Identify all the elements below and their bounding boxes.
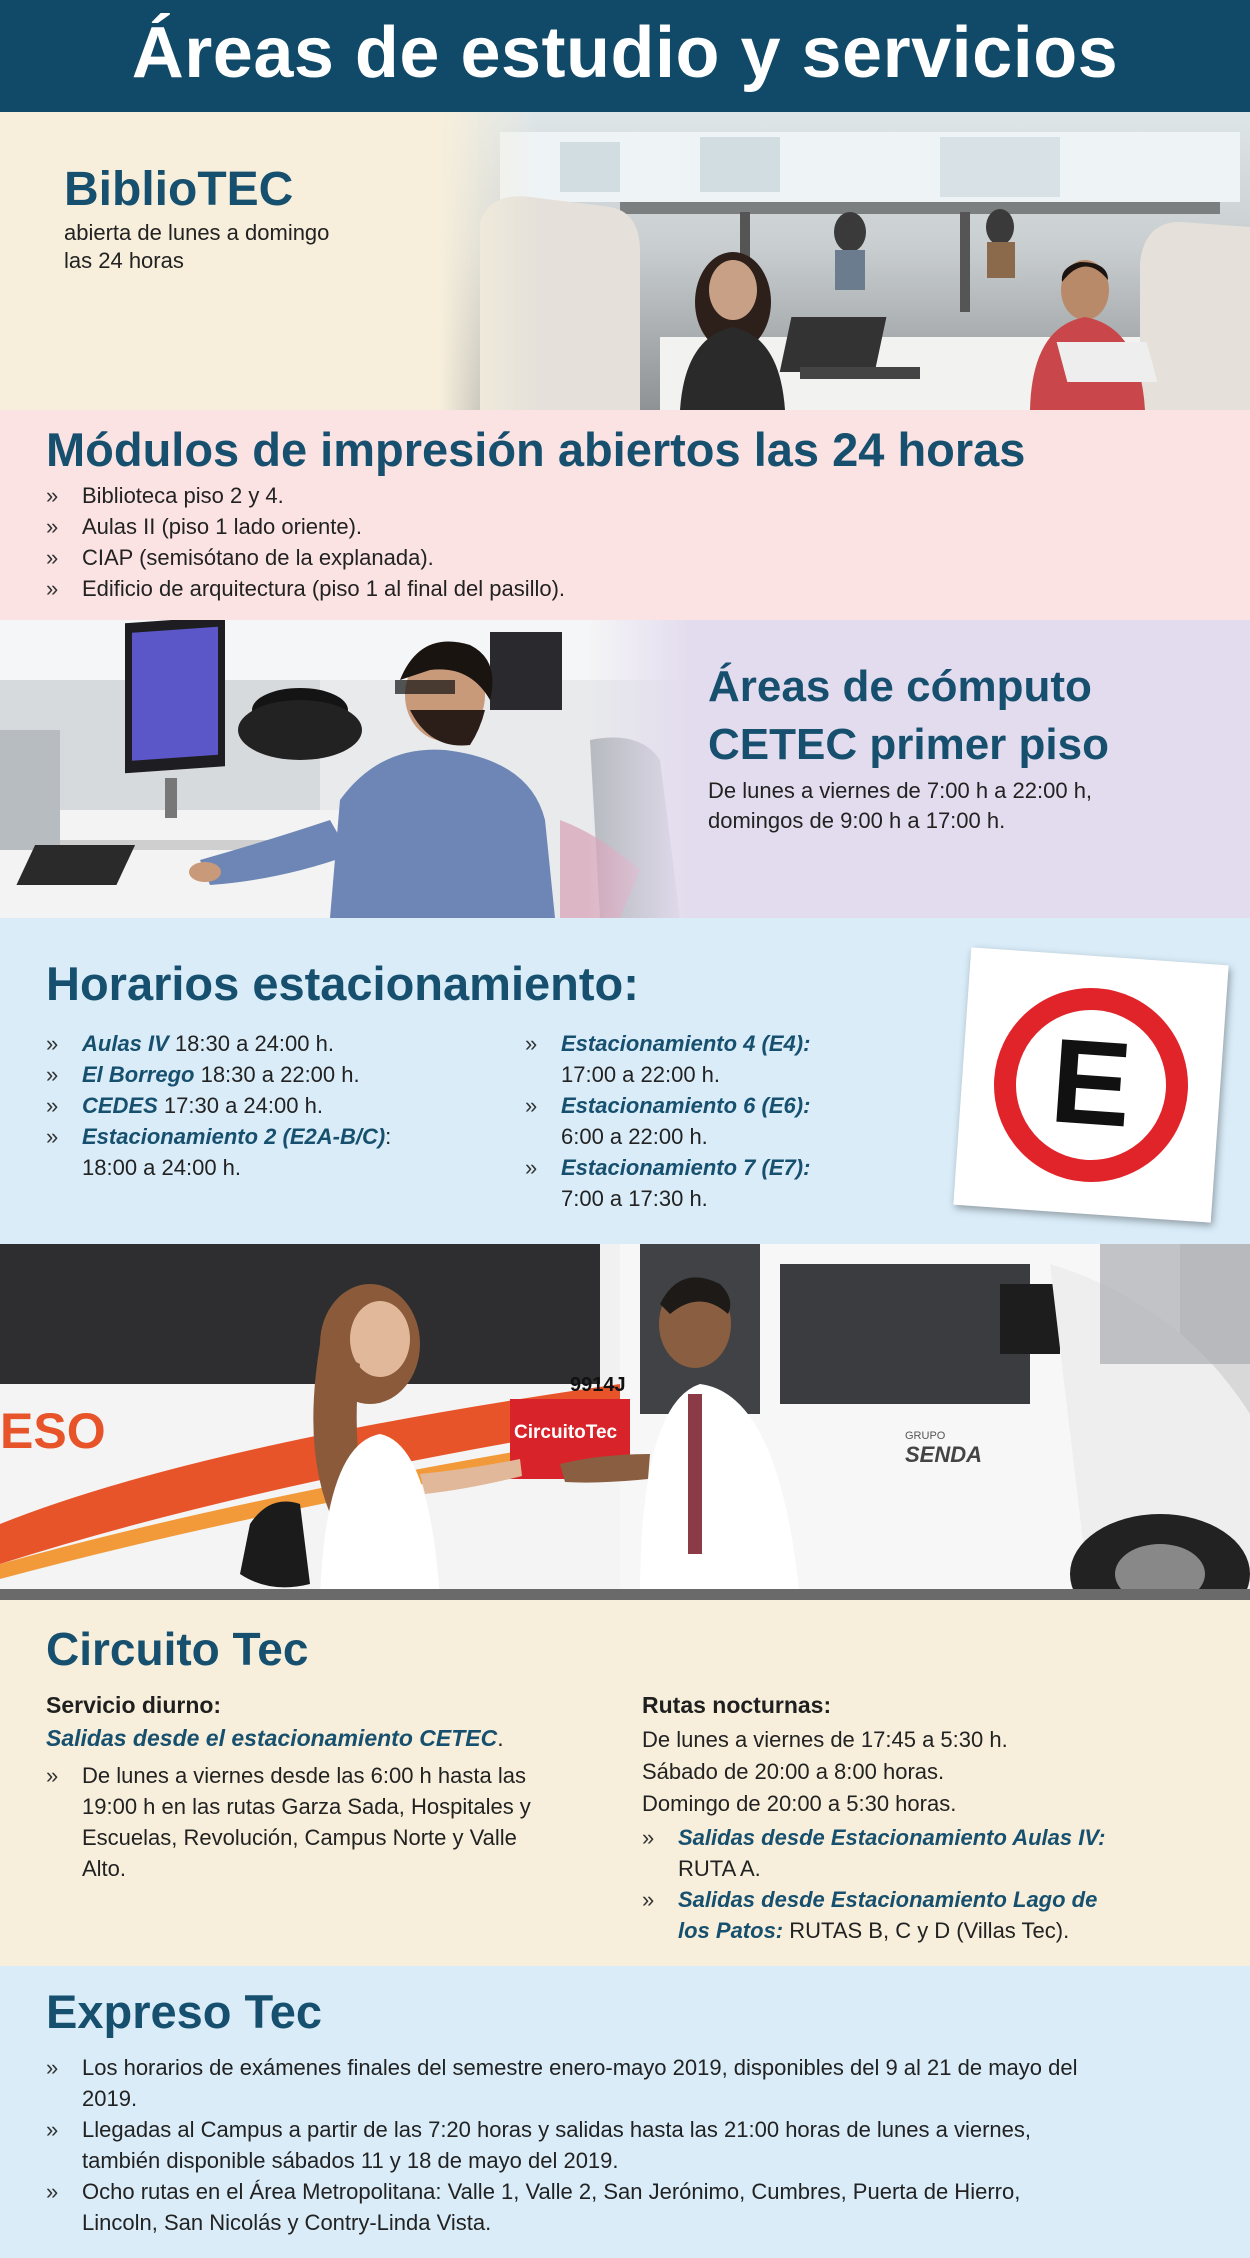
expreso-line: 2019. [82,2086,138,2111]
list-item [46,2052,1226,2114]
expreso-line: también disponible sábados 11 y 18 de mayo del 2019. [82,2148,619,2173]
night-routes-line: Sábado de 20:00 a 8:00 horas. [642,1759,945,1784]
list-item [525,1152,905,1214]
list-item [46,1059,516,1090]
list-item [46,2176,1226,2238]
day-service-line: Escuelas, Revolución, Campus Norte y Valle [82,1825,517,1850]
expreso-line: » Llegadas al Campus a partir de las 7:20 horas y salidas hasta las 21:00 horas de lunes a viernes, [82,2117,1032,2142]
list-item [525,1090,905,1152]
list-item [46,1121,516,1183]
list-item [46,1028,516,1059]
bibliotec-title: BiblioTEC [64,163,294,216]
computer-student-photo [0,620,690,918]
circuito-tec-section [0,1600,1250,1966]
parking-list-right [525,1028,905,1214]
circuitotec-card-text: CircuitoTec [514,1422,618,1443]
print-modules-list [46,480,565,604]
expreso-line: » Ocho rutas en el Área Metropolitana: Valle 1, Valle 2, San Jerónimo, Cumbres, Puerta de Hierro, [82,2179,1021,2204]
night-routes-line: De lunes a viernes de 17:45 a 5:30 h. [642,1727,1008,1752]
day-service-line: » De lunes a viernes desde las 6:00 h hasta las [82,1763,526,1788]
print-modules-section [0,410,1250,620]
night-routes-hours [642,1724,1008,1820]
computer-area-title-line-2: CETEC primer piso [708,720,1109,769]
parking-name: Aulas IV [82,1031,169,1056]
parking-colon: : [385,1124,392,1149]
van-number: 9914J [570,1374,626,1396]
list-item: » Biblioteca piso 2 y 4. [46,480,565,511]
night-route-departure-end: los Patos: [678,1918,784,1943]
expreso-tec-title: Expreso Tec [46,1985,323,2038]
parking-name: Estacionamiento 2 (E2A-B/C) [82,1124,386,1149]
circuito-bus-photo [0,1244,1250,1600]
bibliotec-line-2: las 24 horas [64,248,184,273]
parking-name: Estacionamiento 4 (E4): [561,1031,811,1056]
parking-name: Estacionamiento 7 (E7): [561,1155,811,1180]
list-item: » Aulas II (piso 1 lado oriente). [46,511,565,542]
bibliotec-line-1: abierta de lunes a domingo [64,220,330,245]
page-title: Áreas de estudio y servicios [131,13,1119,93]
bus-scene-illustration [0,1244,1250,1600]
computer-area-hours-line-1: De lunes a viernes de 7:00 h a 22:00 h, [708,778,1093,803]
bibliotec-section [0,112,1250,410]
night-route-routes-line [678,1915,1242,1946]
list-item [46,1760,606,1884]
parking-name: CEDES [82,1093,158,1118]
day-service-line: Alto. [82,1856,127,1881]
day-service-list [46,1760,606,1884]
parking-hours: 18:00 a 24:00 h. [82,1155,242,1180]
list-item [642,1822,1242,1884]
parking-sign [953,947,1228,1222]
list-item: » Edificio de arquitectura (piso 1 al final del pasillo). [46,573,565,604]
computer-area-section [0,620,1250,918]
parking-list-left [46,1028,516,1183]
expreso-line: Lincoln, San Nicolás y Contry-Linda Vista. [82,2210,492,2235]
list-item [525,1028,905,1090]
night-route-routes: RUTA A. [678,1856,761,1881]
list-item [642,1884,1242,1946]
library-students-photo [440,112,1250,410]
night-route-departure: » Salidas desde Estacionamiento Lago de [678,1887,1098,1912]
print-modules-title: Módulos de impresión abiertos las 24 horas [46,423,1026,476]
list-item [46,2114,1226,2176]
night-routes-list [642,1822,1242,1946]
day-service-departures-end: . [497,1725,504,1751]
day-service-departures-text: Salidas desde el estacionamiento CETEC [46,1725,498,1751]
parking-hours: 17:30 a 24:00 h. [157,1093,323,1118]
list-item [46,1090,516,1121]
circuito-tec-title: Circuito Tec [46,1623,309,1675]
expreso-tec-list [46,2052,1226,2238]
computer-area-hours-line-2: domingos de 9:00 h a 17:00 h. [708,808,1006,833]
night-route-routes: RUTAS B, C y D (Villas Tec). [783,1918,1070,1943]
day-service-departures [46,1722,504,1754]
expreso-tec-section [0,1966,1250,2258]
day-service-line: 19:00 h en las rutas Garza Sada, Hospitales y [82,1794,531,1819]
senda-brand: SENDA [905,1442,983,1467]
computer-area-title-line-1: Áreas de cómputo [708,662,1092,711]
parking-hours: 17:00 a 22:00 h. [561,1062,721,1087]
night-routes-line: Domingo de 20:00 a 5:30 horas. [642,1791,957,1816]
bus-side-text: ESO [0,1403,106,1459]
day-service-heading: Servicio diurno: [46,1692,222,1718]
computer-area-hours [708,776,1092,836]
parking-hours: 18:30 a 24:00 h. [168,1031,334,1056]
parking-title: Horarios estacionamiento: [46,957,639,1010]
list-item: » CIAP (semisótano de la explanada). [46,542,565,573]
night-route-departure: » Salidas desde Estacionamiento Aulas IV: [678,1825,1106,1850]
night-routes-heading: Rutas nocturnas: [642,1692,832,1718]
parking-sign-letter: E [1046,1013,1136,1153]
parking-name: Estacionamiento 6 (E6): [561,1093,811,1118]
parking-name: El Borrego [82,1062,195,1087]
expreso-line: » Los horarios de exámenes finales del semestre enero-mayo 2019, disponibles del 9 al 21 de mayo del [82,2055,1078,2080]
parking-hours: 7:00 a 17:30 h. [561,1186,708,1211]
parking-hours: 18:30 a 22:00 h. [194,1062,360,1087]
parking-hours: 6:00 a 22:00 h. [561,1124,708,1149]
senda-brand-small: GRUPO [905,1430,946,1442]
parking-section [0,918,1250,1244]
header-banner [0,0,1250,112]
computer-area-title [708,658,1109,774]
